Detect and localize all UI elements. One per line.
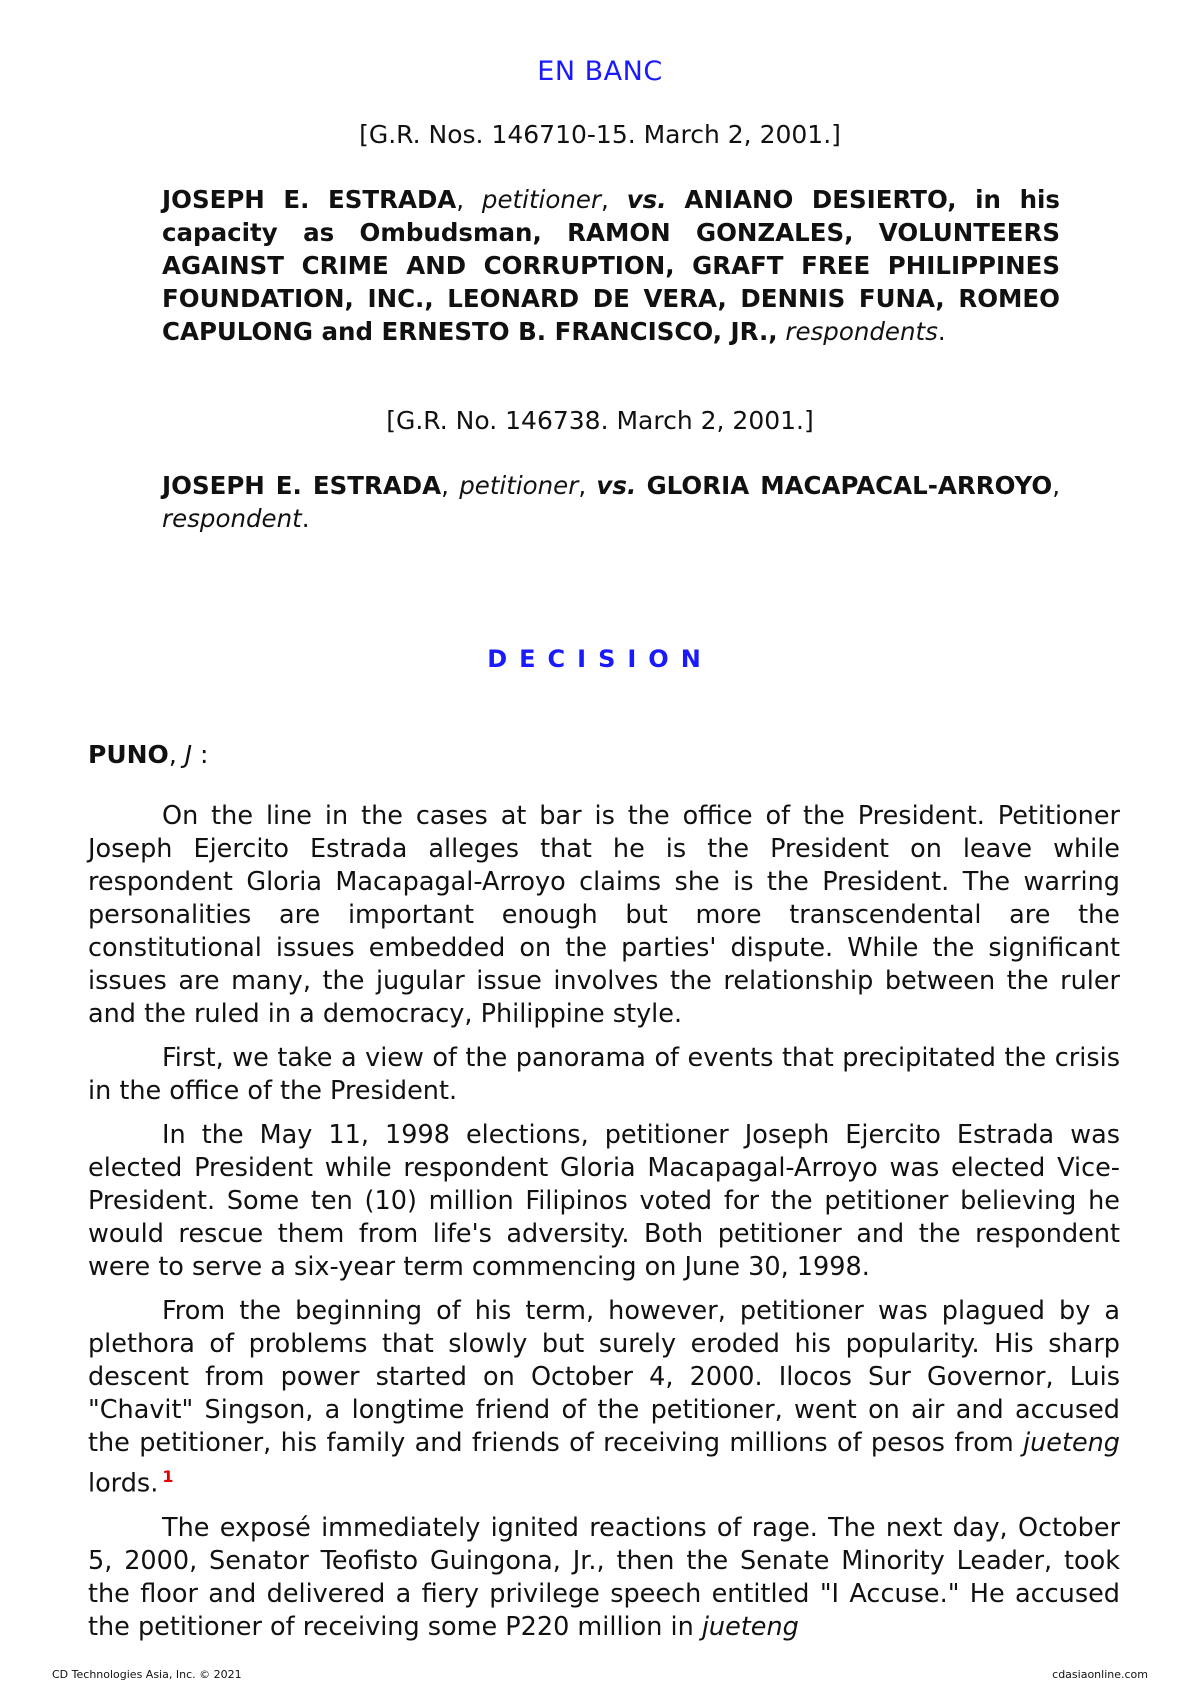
case1-gr-number: [G.R. Nos. 146710-15. March 2, 2001.] (359, 120, 841, 149)
case2-vs: vs. (596, 471, 637, 500)
case2-respondent-name: GLORIA MACAPACAL-ARROYO (646, 471, 1053, 500)
paragraph-4-text-end: lords. (88, 1468, 159, 1499)
ponente-name: PUNO (88, 740, 169, 769)
paragraph-1: On the line in the cases at bar is the office of the President. Petitioner Joseph Ejercito Estrada alleges that he is the President on leave while respondent Gloria Macapagal-Arroyo claims she is the President. The warring personalities are important enough but more transcendental are the constitutional issues embedded on the parties' dispute. While the significant issues are many, the jugular issue involves the relationship between the ruler and the ruled in a democracy, Philippine style. (88, 801, 1120, 1029)
case2-petitioner-name: JOSEPH E. ESTRADA (162, 471, 442, 500)
paragraph-5 (88, 1512, 1120, 1644)
case1-respondents-names: ANIANO DESIERTO, in his capacity as Ombudsman, RAMON GONZALES, VOLUNTEERS AGAINST CRIME AND CORRUPTION, GRAFT FREE PHILIPPINES FOUNDATION, INC., LEONARD DE VERA, DENNIS FUNA, ROMEO CAPULONG and ERNESTO B. FRANCISCO, JR., (162, 185, 1061, 346)
ponente-title: J (184, 740, 193, 769)
court-heading: EN BANC (537, 56, 663, 87)
footnote-ref-1[interactable]: 1 (162, 1467, 174, 1486)
case2-respondent-label: respondent (162, 504, 302, 533)
case2-parties: JOSEPH E. ESTRADA, petitioner, vs. GLORIA MACAPACAL-ARROYO, respondent. (162, 471, 1061, 533)
paragraph-5-text: The exposé immediately ignited reactions of rage. The next day, October 5, 2000, Senator Teofisto Guingona, Jr., then the Senate Minority Leader, took the floor and delivered a fiery privilege speech entitled "I Accuse." He accused the petitioner of receiving some P220 million in (88, 1512, 1120, 1642)
footer-copyright: CD Technologies Asia, Inc. © 2021 (52, 1668, 242, 1681)
ponente: PUNO, J : (88, 740, 209, 769)
case1-respondents-label: respondents (785, 317, 938, 346)
case2-petitioner-label: petitioner (459, 471, 579, 500)
case1-petitioner-name: JOSEPH E. ESTRADA (162, 185, 457, 214)
paragraph-4-italic: jueteng (1023, 1428, 1120, 1458)
case1-vs: vs. (626, 185, 667, 214)
paragraph-5-italic: jueteng (701, 1611, 799, 1642)
decision-body (88, 800, 1120, 1655)
paragraph-4-text: From the beginning of his term, however, petitioner was plagued by a plethora of problems that slowly but surely eroded his popularity. His sharp descent from power started on October 4, 2000. Ilocos Sur Governor, Luis "Chavit" Singson, a longtime friend of the petitioner, went on air and accused the petitioner, his family and friends of receiving millions of pesos from (88, 1296, 1120, 1458)
case1-parties: JOSEPH E. ESTRADA, petitioner, vs. ANIANO DESIERTO, in his capacity as Ombudsman, RAMON GONZALES, VOLUNTEERS AGAINST CRIME AND CORRUPTION, GRAFT FREE PHILIPPINES FOUNDATION, INC., LEONARD DE VERA, DENNIS FUNA, ROMEO CAPULONG and ERNESTO B. FRANCISCO, JR., respondents. (162, 185, 1061, 346)
paragraph-2: First, we take a view of the panorama of events that precipitated the crisis in the office of the President. (88, 1043, 1120, 1106)
paragraph-4 (88, 1295, 1120, 1501)
case1-petitioner-label: petitioner (481, 185, 602, 214)
case2-gr-number: [G.R. No. 146738. March 2, 2001.] (386, 406, 814, 435)
paragraph-3: In the May 11, 1998 elections, petitioner Joseph Ejercito Estrada was elected President while respondent Gloria Macapagal-Arroyo was elected Vice- President. Some ten (10) million Filipinos voted for the petitioner believing he would rescue them from life's adversity. Both petitioner and the respondent were to serve a six-year term commencing on June 30, 1998. (88, 1120, 1120, 1282)
decision-heading: DECISION (487, 645, 713, 673)
footer-site[interactable]: cdasiaonline.com (1052, 1668, 1148, 1681)
